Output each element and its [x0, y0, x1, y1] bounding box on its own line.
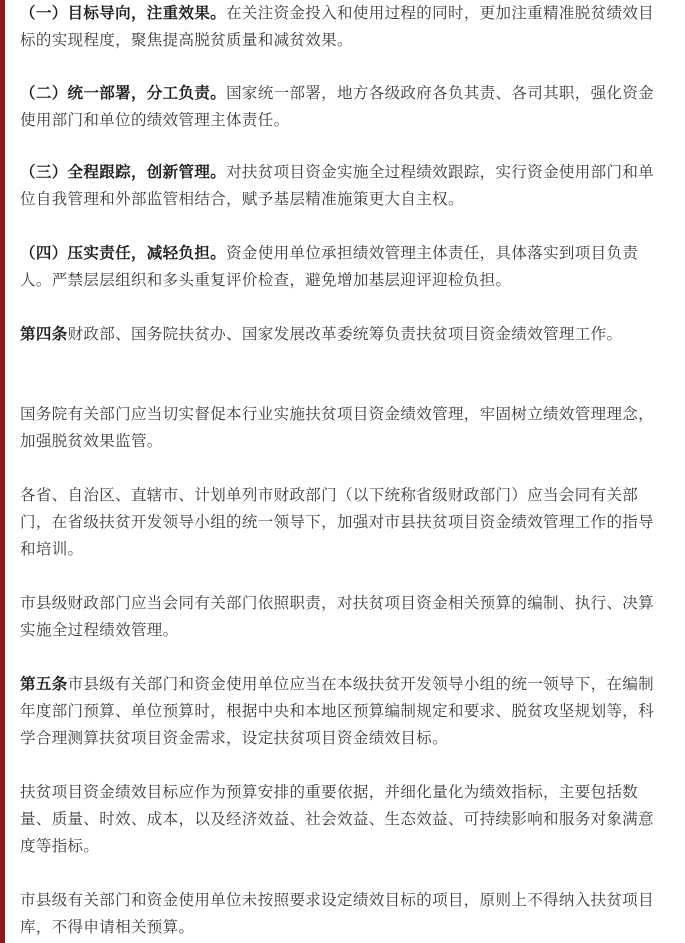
paragraph-text: 国务院有关部门应当切实督促本行业实施扶贫项目资金绩效管理，牢固树立绩效管理理念，加强脱贫效果监管。	[20, 405, 655, 450]
paragraph-principle-1	[20, 0, 665, 54]
paragraph-lead: （三）全程跟踪，创新管理。	[20, 163, 227, 181]
paragraph-text: 市县级财政部门应当会同有关部门依照职责，对扶贫项目资金相关预算的编制、执行、决算实施全过程绩效管理。	[20, 594, 655, 639]
paragraph-text: 资金使用单位承担绩效管理主体责任，具体落实到项目负责人。严禁层层组织和多头重复评价检查，避免增加基层迎评迎检负担。	[20, 244, 639, 289]
paragraph-article-4	[20, 321, 665, 348]
paragraph-principle-4	[20, 240, 665, 294]
paragraph-article-4-clause-4	[20, 590, 665, 644]
left-accent-bar	[0, 0, 5, 943]
paragraph-text: 对扶贫项目资金实施全过程绩效跟踪，实行资金使用部门和单位自我管理和外部监管相结合，赋予基层精准施策更大自主权。	[20, 163, 655, 208]
paragraph-text: 国家统一部署，地方各级政府各负其责、各司其职，强化资金使用部门和单位的绩效管理主体责任。	[20, 84, 655, 129]
paragraph-text: 扶贫项目资金绩效目标应作为预算安排的重要依据，并细化量化为绩效指标，主要包括数量、质量、时效、成本，以及经济效益、社会效益、生态效益、可持续影响和服务对象满意度等指标。	[20, 783, 655, 855]
paragraph-article-5	[20, 671, 665, 752]
paragraph-principle-2	[20, 80, 665, 134]
paragraph-text: 财政部、国务院扶贫办、国家发展改革委统筹负责扶贫项目资金绩效管理工作。	[67, 325, 623, 343]
paragraph-article-4-clause-2	[20, 401, 665, 455]
article-number: 第五条	[20, 675, 68, 693]
paragraph-text: 市县级有关部门和资金使用单位未按照要求设定绩效目标的项目，原则上不得纳入扶贫项目库，不得申请相关预算。	[20, 891, 655, 936]
paragraph-principle-3	[20, 159, 665, 213]
paragraph-article-4-clause-3	[20, 482, 665, 563]
paragraph-lead: （四）压实责任，减轻负担。	[20, 244, 227, 262]
paragraph-article-5-clause-2	[20, 779, 665, 860]
paragraph-text: 各省、自治区、直辖市、计划单列市财政部门（以下统称省级财政部门）应当会同有关部门，在省级扶贫开发领导小组的统一领导下，加强对市县扶贫项目资金绩效管理工作的指导和培训。	[20, 486, 655, 558]
paragraph-text: 在关注资金投入和使用过程的同时，更加注重精准脱贫绩效目标的实现程度，聚焦提高脱贫质量和减贫效果。	[20, 4, 655, 49]
paragraph-lead: （二）统一部署，分工负责。	[20, 84, 227, 102]
paragraph-text: 市县级有关部门和资金使用单位应当在本级扶贫开发领导小组的统一领导下，在编制年度部门预算、单位预算时，根据中央和本地区预算编制规定和要求、脱贫攻坚规划等，科学合理测算扶贫项目资金需求，设定扶贫项目资金绩效目标。	[20, 675, 655, 747]
article-number: 第四条	[20, 325, 68, 343]
paragraph-article-5-clause-3	[20, 887, 665, 941]
paragraph-lead: （一）目标导向，注重效果。	[20, 4, 227, 22]
